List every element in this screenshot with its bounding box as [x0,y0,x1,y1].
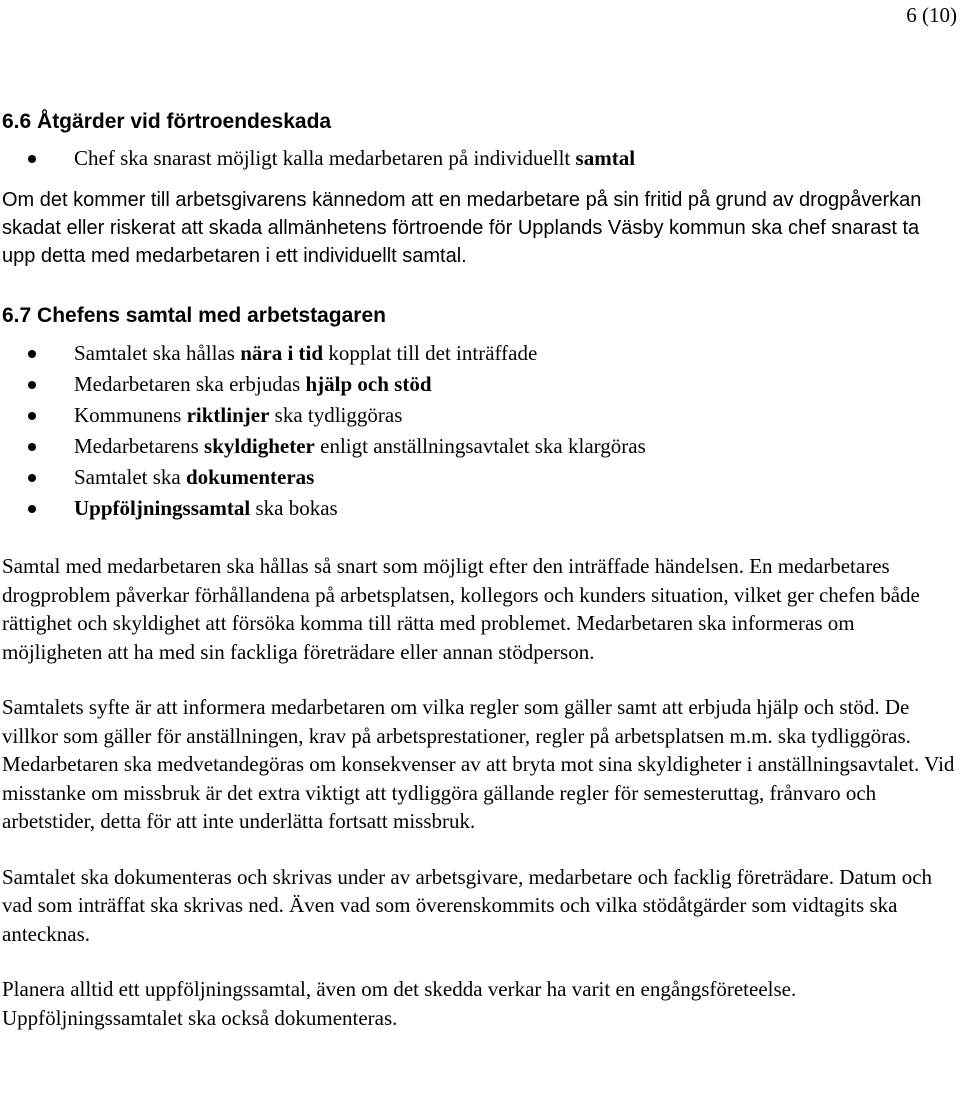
bullet-item: Samtalet ska hållas nära i tid kopplat till det inträffade [2,338,958,369]
section-heading-6-7: 6.7 Chefens samtal med arbetstagaren [2,304,386,327]
section-heading-6-6: 6.6 Åtgärder vid förtroendeskada [2,110,332,133]
bullet-icon [28,350,36,358]
bullet-icon [28,443,36,451]
bullet-list-6-7 [2,338,958,524]
bullet-list-6-6 [2,143,958,174]
bullet-icon [28,155,36,163]
document-body [2,108,958,1032]
bullet-icon [28,381,36,389]
paragraph: Planera alltid ett uppföljningssamtal, även om det skedda verkar ha varit en engångsföreteelse. Uppföljningssamtalet ska också dokumenteras. [2,977,797,1030]
bullet-item: Kommunens riktlinjer ska tydliggöras [2,400,958,431]
bullet-item: Uppföljningssamtal ska bokas [2,493,958,524]
paragraph: Samtalets syfte är att informera medarbetaren om vilka regler som gäller samt att erbjuda hjälp och stöd. De villkor som gäller för anställningen, krav på arbetsprestationer, regler på arbetsplatsen m.m. ska tydliggöras. Medarbetaren ska medvetandegöras om konsekvenser av att bryta mot sina skyldigheter i anställningsavtalet. Vid misstanke om missbruk är det extra viktigt att tydliggöra gällande regler för semesteruttag, frånvaro och arbetstider, detta för att inte underlätta fortsatt missbruk. [2,695,955,833]
bullet-item: Medarbetarens skyldigheter enligt anställningsavtalet ska klargöras [2,431,958,462]
paragraph-6-6: Om det kommer till arbetsgivarens kännedom att en medarbetare på sin fritid på grund av drogpåverkan skadat eller riskerat att skada allmänhetens förtroende för Upplands Väsby kommun ska chef snarast ta upp detta med medarbetaren i ett individuellt samtal. [2,189,922,267]
bullet-icon [28,505,36,513]
page-number: 6 (10) [906,3,957,27]
bullet-item: Medarbetaren ska erbjudas hjälp och stöd [2,369,958,400]
bullet-icon [28,412,36,420]
bullet-item: Samtalet ska dokumenteras [2,462,958,493]
bullet-icon [28,474,36,482]
paragraph: Samtal med medarbetaren ska hållas så snart som möjligt efter den inträffade händelsen. En medarbetares drogproblem påverkar förhållandena på arbetsplatsen, kollegors och kunders situation, vilket ger chefen både rättighet och skyldighet att försöka komma till rätta med problemet. Medarbetaren ska informeras om möjligheten att ha med sin fackliga företrädare eller annan stödperson. [2,554,920,664]
paragraph: Samtalet ska dokumenteras och skrivas under av arbetsgivare, medarbetare och facklig företrädare. Datum och vad som inträffat ska skrivas ned. Även vad som överenskommits och vilka stödåtgärder som vidtagits ska antecknas. [2,864,933,946]
bullet-item: Chef ska snarast möjligt kalla medarbetaren på individuellt samtal [2,143,958,174]
